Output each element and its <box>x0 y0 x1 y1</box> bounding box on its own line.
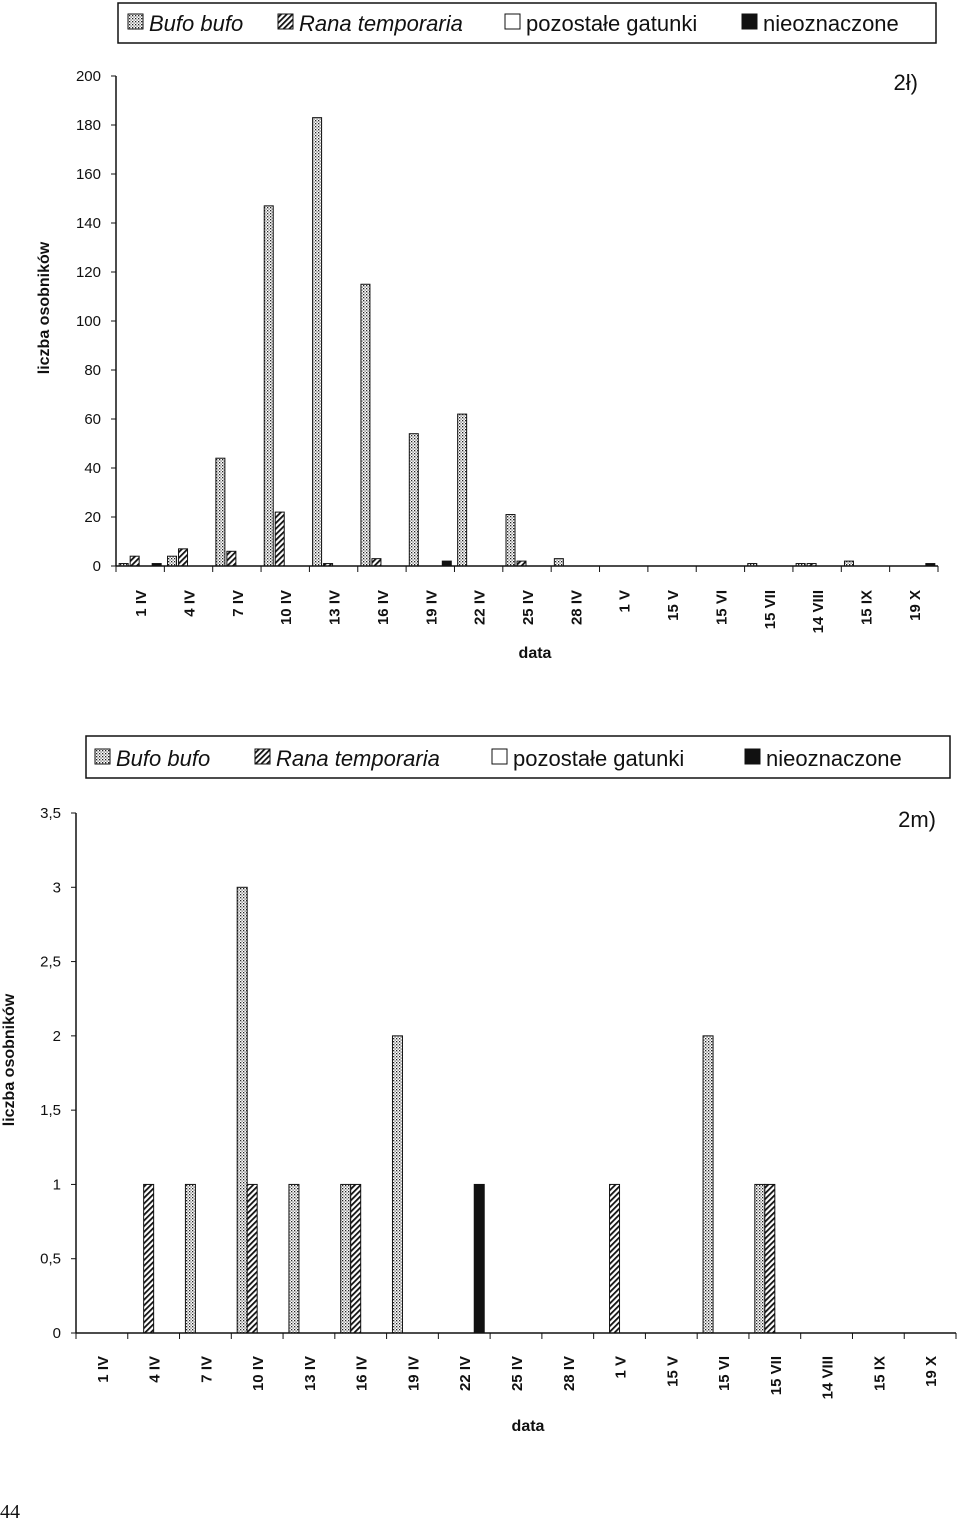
y-tick-label: 0 <box>92 558 101 575</box>
x-category-label: 1 V <box>616 590 634 613</box>
y-tick-label: 2,5 <box>40 953 61 971</box>
legend-swatch-other <box>505 14 520 29</box>
bar-dots-7 <box>458 414 467 566</box>
bar-dots-3 <box>264 206 273 566</box>
x-category-label: 10 IV <box>278 590 296 626</box>
x-category-label: 22 IV <box>471 590 489 626</box>
bar-dots-9 <box>554 559 563 566</box>
x-category-label: 15 IX <box>858 590 876 626</box>
bar-dots-2 <box>185 1184 195 1333</box>
x-category-label: 19 X <box>923 1356 941 1387</box>
legend-label-bufo: Bufo bufo <box>149 11 244 36</box>
y-tick-label: 2 <box>52 1027 61 1045</box>
bar-hatch-3 <box>275 512 284 566</box>
bar-hatch-13 <box>765 1184 775 1333</box>
legend-swatch-unident <box>745 749 760 764</box>
bar-dots-12 <box>703 1036 713 1333</box>
bar-hatch-5 <box>351 1184 361 1333</box>
legend-label-other: pozostałe gatunki <box>513 746 685 771</box>
x-category-label: 4 IV <box>146 1356 164 1383</box>
x-category-label: 1 IV <box>94 1356 112 1383</box>
bar-hatch-2 <box>227 551 236 566</box>
x-category-label: 7 IV <box>198 1356 216 1383</box>
page-number: 44 <box>0 1501 20 1523</box>
x-category-label: 15 VII <box>761 590 779 630</box>
bar-dots-13 <box>755 1184 765 1333</box>
x-axis-label: data <box>511 1418 545 1435</box>
y-tick-label: 0,5 <box>40 1250 61 1268</box>
bar-dots-4 <box>289 1184 299 1333</box>
x-category-label: 19 IV <box>405 1356 423 1392</box>
x-category-label: 1 IV <box>133 590 151 617</box>
x-category-label: 13 IV <box>326 590 344 626</box>
y-tick-label: 1,5 <box>40 1102 61 1120</box>
x-category-label: 15 VI <box>713 590 731 626</box>
x-category-label: 13 IV <box>301 1356 319 1392</box>
bar-dots-5 <box>361 284 370 566</box>
y-tick-label: 0 <box>52 1325 61 1342</box>
y-tick-label: 160 <box>75 166 101 183</box>
x-category-label: 1 V <box>612 1356 630 1379</box>
x-category-label: 15 V <box>665 590 683 621</box>
y-axis-label: liczba osobników <box>1 993 18 1127</box>
panel-label: 2ł) <box>893 70 918 95</box>
x-category-label: 14 VIII <box>819 1356 837 1400</box>
y-tick-label: 80 <box>84 362 101 379</box>
legend-swatch-bufo <box>95 749 110 764</box>
bar-dots-2 <box>216 458 225 566</box>
x-category-label: 19 IV <box>423 590 441 626</box>
legend-label-rana: Rana temporaria <box>299 11 463 36</box>
y-tick-label: 3,5 <box>40 805 61 822</box>
legend-swatch-bufo <box>128 14 143 29</box>
bar-hatch-10 <box>610 1184 620 1333</box>
y-tick-label: 200 <box>75 68 101 85</box>
bar-dots-8 <box>506 515 515 566</box>
bar-hatch-3 <box>247 1184 257 1333</box>
y-tick-label: 180 <box>75 117 101 134</box>
x-axis-label: data <box>518 645 552 662</box>
x-category-label: 25 IV <box>520 590 537 626</box>
bar-hatch-1 <box>179 549 188 566</box>
legend-swatch-rana <box>278 14 293 29</box>
x-category-label: 19 X <box>906 590 924 621</box>
bar-hatch-1 <box>144 1184 154 1333</box>
bar-dots-1 <box>168 556 177 566</box>
legend <box>86 736 950 778</box>
bar-hatch-5 <box>372 559 381 566</box>
x-category-label: 10 IV <box>250 1356 268 1392</box>
x-category-label: 22 IV <box>457 1356 475 1392</box>
legend-swatch-rana <box>255 749 270 764</box>
x-category-label: 15 VI <box>716 1356 734 1392</box>
panel-label: 2m) <box>898 807 936 832</box>
y-tick-label: 1 <box>52 1176 61 1194</box>
legend-label-other: pozostałe gatunki <box>526 11 698 36</box>
x-category-label: 4 IV <box>181 590 199 617</box>
y-tick-label: 60 <box>84 411 101 428</box>
y-tick-label: 20 <box>84 509 101 526</box>
y-tick-label: 140 <box>75 215 101 232</box>
legend <box>118 3 936 43</box>
y-tick-label: 3 <box>52 879 61 897</box>
x-category-label: 28 IV <box>560 1356 578 1392</box>
legend-label-bufo: Bufo bufo <box>116 746 211 771</box>
bar-dots-5 <box>341 1184 351 1333</box>
y-tick-label: 120 <box>75 264 101 281</box>
x-category-label: 16 IV <box>374 590 392 626</box>
y-axis-label: liczba osobników <box>36 241 53 375</box>
legend-label-rana: Rana temporaria <box>276 746 440 771</box>
y-tick-label: 40 <box>84 460 101 477</box>
bar-solid-7 <box>474 1184 484 1333</box>
bar-dots-6 <box>392 1036 402 1333</box>
legend-swatch-other <box>492 749 507 764</box>
x-category-label: 28 IV <box>568 590 586 626</box>
bar-hatch-0 <box>130 556 139 566</box>
x-category-label: 14 VIII <box>810 590 828 634</box>
chart-2l <box>36 3 938 662</box>
x-category-label: 16 IV <box>353 1356 371 1392</box>
x-category-label: 15 V <box>664 1356 682 1387</box>
legend-swatch-unident <box>742 14 757 29</box>
legend-label-unident: nieoznaczone <box>763 11 899 36</box>
x-category-label: 25 IV <box>509 1356 526 1392</box>
legend-label-unident: nieoznaczone <box>766 746 902 771</box>
x-category-label: 7 IV <box>229 590 247 617</box>
bar-dots-3 <box>237 887 247 1333</box>
x-category-label: 15 IX <box>871 1356 889 1392</box>
y-tick-label: 100 <box>75 313 101 330</box>
bar-dots-6 <box>409 434 418 566</box>
x-category-label: 15 VII <box>767 1356 785 1396</box>
bar-dots-4 <box>313 118 322 566</box>
chart-2m <box>1 736 956 1435</box>
